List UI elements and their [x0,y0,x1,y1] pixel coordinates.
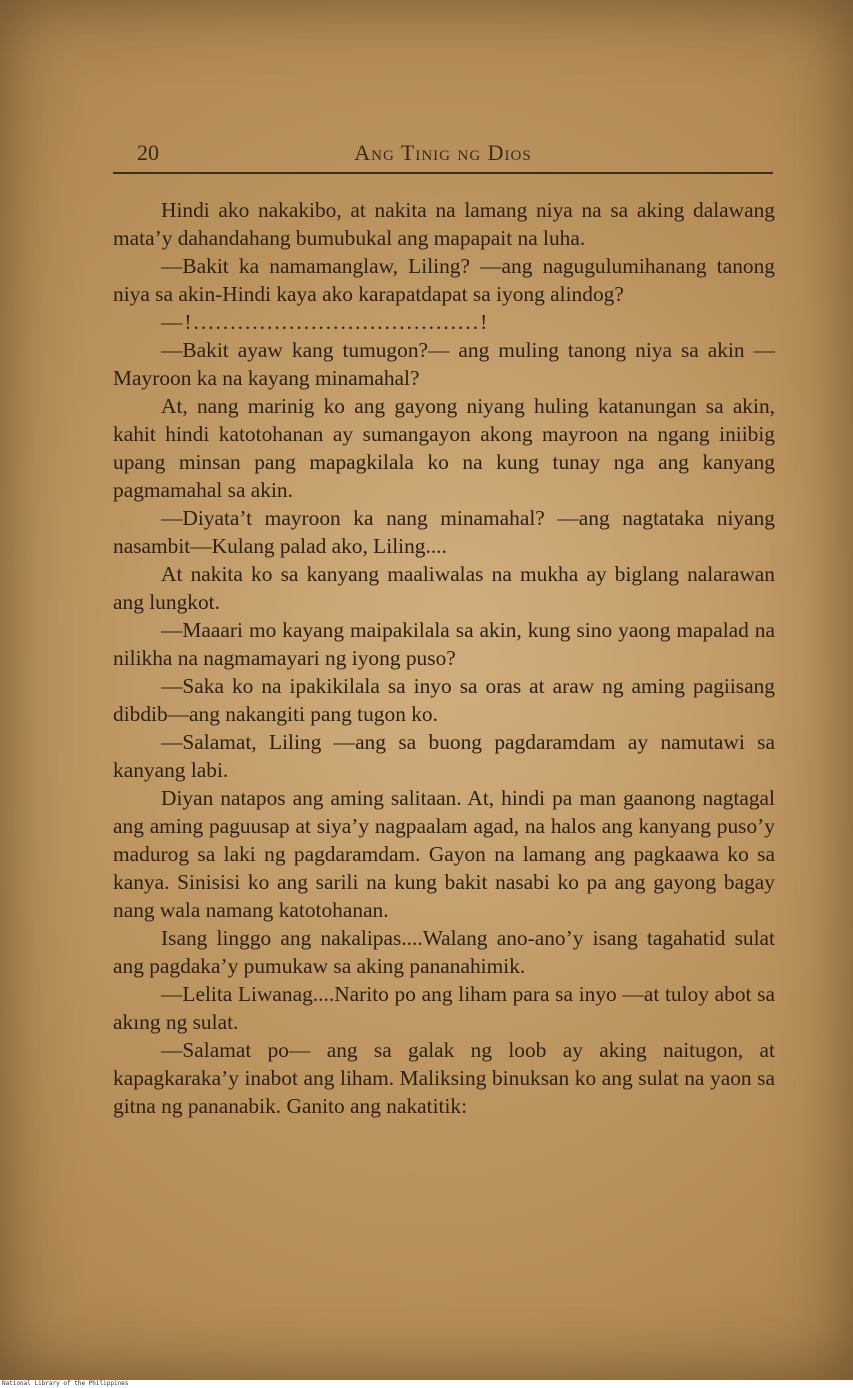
paragraph: —Lelita Liwanag....Narito po ang liham para sa inyo —at tuloy abot sa akıng ng sulat. [113,982,775,1034]
paragraph: —Bakit ka namamanglaw, Liling? —ang nagugulumihanang tanong niya sa akin-Hindi kaya ako karapatdapat sa iyong alindog? [113,254,775,306]
paragraph: Hindi ako nakakibo, at nakita na lamang niya na sa aking dalawang mata’y dahandahang bumubukal ang mapapait na luha. [113,198,775,250]
running-title: Ang Tinig ng Dios [354,140,532,165]
paragraph: —Salamat po— ang sa galak ng loob ay aking naitugon, at kapagkaraka’y inabot ang liham. Maliksing binuksan ko ang sulat na yaon sa gitna ng pananabik. Ganito ang nakatitik: [113,1038,775,1118]
page-number: 20 [137,140,159,165]
paragraph: Diyan natapos ang aming salitaan. At, hindi pa man gaanong nagtagal ang aming paguusap at siya’y nagpaalam agad, na halos ang kanyang puso’y madurog sa laki ng pagdaramdam. Gayon na lamang ang pagkaawa ko sa kanya. Sinisisi ko ang sarili na kung bakit nasabi ko pa ang gayong bagay nang wala namang katotohanan. [113,786,775,922]
paragraph: —Diyata’t mayroon ka nang minamahal? —ang nagtataka niyang nasambit—Kulang palad ako, Liling.... [113,506,775,558]
paragraph: —Maaari mo kayang maipakilala sa akin, kung sino yaong mapalad na nilikha na nagmamayari ng iyong puso? [113,618,775,670]
header-rule [113,172,773,174]
scan-credit-bar [0,1380,853,1388]
paragraph: At nakita ko sa kanyang maaliwalas na mukha ay biglang nalarawan ang lungkot. [113,562,775,614]
paragraph: Isang linggo ang nakalipas....Walang ano-ano’y isang tagahatid sulat ang pagdaka’y pumukaw sa aking pananahimik. [113,926,775,978]
paragraph: —Salamat, Liling —ang sa buong pagdaramdam ay namutawi sa kanyang labi. [113,730,775,782]
scan-credit: National Library of the Philippines [2,1380,129,1387]
paragraph: —Saka ko na ipakikilala sa inyo sa oras at araw ng aming pagiisang dibdib—ang nakangiti pang tugon ko. [113,674,775,726]
page-header [113,136,773,170]
paragraph: At, nang marinig ko ang gayong niyang huling katanungan sa akin, kahit hindi katotohanan ay sumangayon akong mayroon na ngang iniibig upang minsan pang mapagkilala ko na kung tunay nga ang kanyang pagmamahal sa akin. [113,394,775,502]
page-body [113,196,775,1120]
paragraph: —Bakit ayaw kang tumugon?— ang muling tanong niya sa akin —Mayroon ka na kayang minamahal? [113,338,775,390]
ellipsis-line: —!.......................................! [161,310,490,334]
